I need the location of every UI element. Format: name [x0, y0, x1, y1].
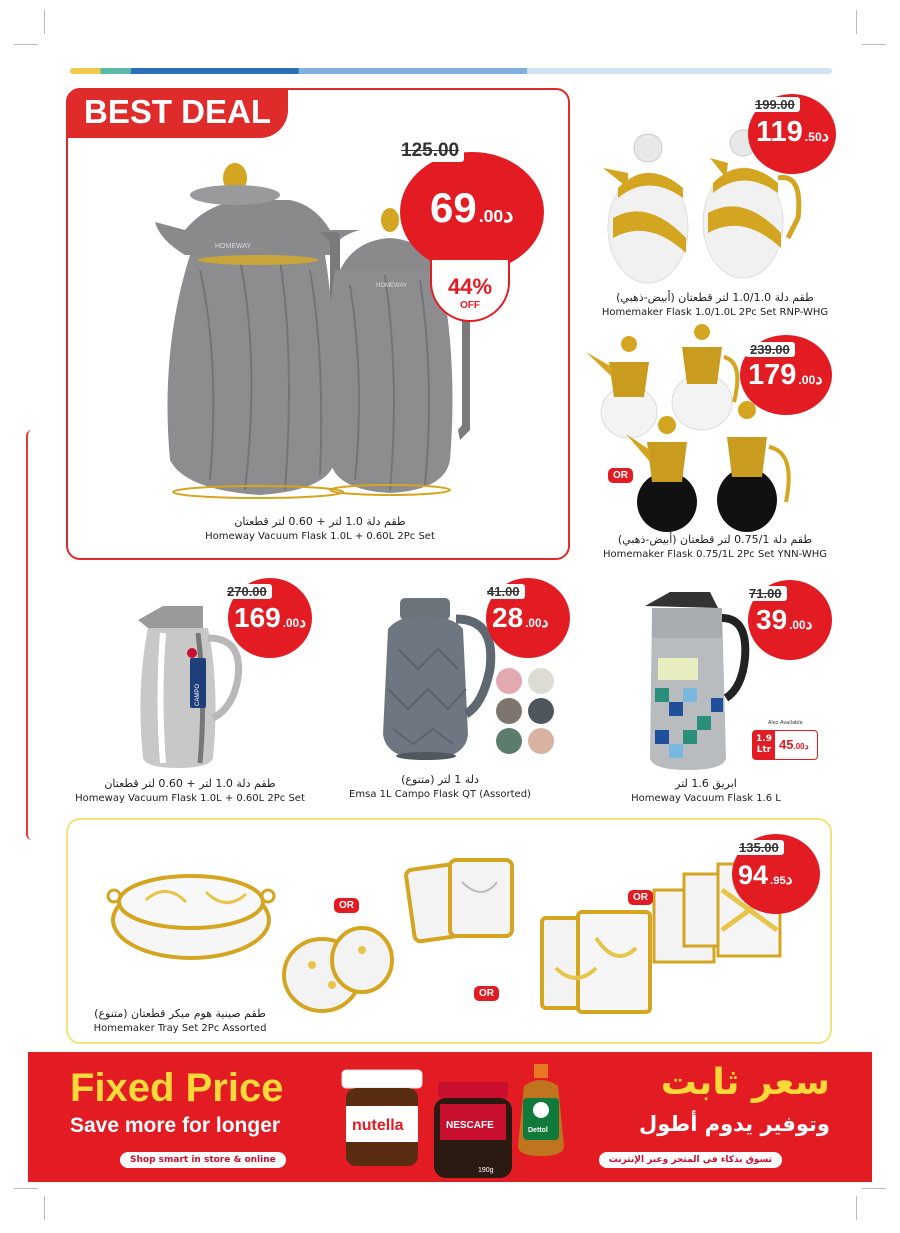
crop-mark [862, 1188, 886, 1189]
caption-p6 [606, 776, 806, 806]
price-integer: 39 [756, 604, 788, 635]
caption-arabic: طقم صينية هوم ميكر قطعتان (متنوع) [94, 1007, 266, 1020]
also-price-integer: 45 [779, 737, 794, 752]
caption-english: Homeway Vacuum Flask 1.0L + 0.60L 2Pc Set [75, 793, 305, 804]
nescafe-label: NESCAFE [446, 1120, 494, 1131]
old-price-p6: 71.00 [744, 586, 787, 601]
caption-arabic: ابريق 1.6 لتر [675, 777, 737, 790]
crop-mark [862, 44, 886, 45]
old-price-p7: 135.00 [734, 840, 784, 855]
crop-mark [856, 10, 857, 34]
caption-english: Homeway Vacuum Flask 1.6 L [631, 793, 781, 804]
price-decimal: .00 [282, 617, 300, 630]
price-integer: 69 [430, 184, 477, 231]
price-badge-p3: د179 .00 [740, 335, 832, 415]
caption-arabic: طقم دلة 1.0 لتر + 0.60 لتر قطعتان [234, 515, 406, 528]
rect-tray-set-image [402, 852, 520, 944]
fixed-price-banner [28, 1052, 872, 1182]
price-integer: 179 [748, 359, 797, 391]
shop-smart-pill[interactable]: Shop smart in store & online [120, 1152, 286, 1168]
old-price-p1: 125.00 [396, 140, 464, 162]
caption-arabic: طقم دلة 1.0/1.0 لتر قطعتان (أبيض-ذهبي) [616, 291, 814, 304]
caption-arabic: طقم دلة 0.75/1 لتر قطعتان (أبيض-ذهبي) [617, 533, 813, 546]
flask-brand-text: CAMPO [195, 683, 201, 706]
caption-english: Homemaker Flask 0.75/1L 2Pc Set YNN-WHG [603, 549, 827, 560]
fixed-price-title-arabic: سعر ثابت [660, 1062, 830, 1103]
old-price-p2: 199.00 [750, 97, 800, 112]
caption-p4 [70, 776, 310, 806]
price-badge-p2: د119 .50 [748, 94, 836, 174]
caption-p7 [80, 1006, 280, 1036]
price-badge-p7: د94 .95 [732, 834, 820, 914]
oval-tray-set-image [106, 872, 276, 962]
crop-mark [14, 44, 38, 45]
caption-arabic: دلة 1 لتر (متنوع) [401, 773, 479, 786]
caption-p2 [590, 290, 840, 320]
caption-p3 [590, 532, 840, 562]
patterned-flask-image [640, 588, 750, 773]
crop-mark [44, 1196, 45, 1220]
swatch-grey[interactable] [528, 698, 554, 724]
nescafe-weight: 190g [478, 1167, 494, 1174]
discount-percent: 44% [447, 274, 493, 299]
or-tag: OR [334, 898, 359, 913]
crop-mark [44, 10, 45, 34]
also-price-decimal: .00 [793, 742, 805, 751]
price-integer: 119 [756, 116, 803, 148]
price-integer: 28 [492, 602, 524, 633]
fixed-price-title: Fixed Price [70, 1066, 284, 1110]
nutella-label: nutella [352, 1117, 404, 1134]
best-deal-label: BEST DEAL [66, 88, 288, 138]
price-decimal: .50 [804, 130, 822, 144]
price-decimal: .95 [770, 875, 786, 887]
square-tray-set-image [536, 908, 656, 1020]
flask-brand-text: HOMEWAY [215, 243, 252, 250]
swatch-taupe[interactable] [496, 698, 522, 724]
shop-smart-pill-arabic[interactable]: تسوق بذكاء في المتجر وعبر الإنترنت [599, 1152, 782, 1168]
old-price-p5: 41.00 [482, 584, 525, 599]
caption-p5 [340, 772, 540, 802]
caption-english: Emsa 1L Campo Flask QT (Assorted) [349, 789, 531, 800]
decorative-side-line [26, 430, 32, 840]
caption-p1 [140, 514, 500, 544]
fixed-price-subtitle: Save more for longer [70, 1114, 281, 1137]
caption-english: Homeway Vacuum Flask 1.0L + 0.60L 2Pc Set [205, 531, 435, 542]
caption-english: Homemaker Flask 1.0/1.0L 2Pc Set RNP-WHG [601, 307, 829, 318]
price-decimal: .00 [789, 619, 806, 632]
discount-off: OFF [460, 300, 480, 311]
old-price-p3: 239.00 [745, 342, 795, 357]
fixed-price-subtitle-arabic: وتوفير يدوم أطول [639, 1112, 830, 1136]
or-tag: OR [628, 890, 653, 905]
swatch-blush[interactable] [528, 728, 554, 754]
grocery-products-image [338, 1064, 578, 1182]
also-size: 1.9 [756, 734, 772, 744]
crop-mark [14, 1188, 38, 1189]
also-available-box: 1.9 Ltr د45.00 [752, 730, 818, 760]
decorative-top-bar [70, 68, 832, 74]
dettol-label: Dettol [528, 1127, 548, 1134]
caption-english: Homemaker Tray Set 2Pc Assorted [93, 1023, 267, 1034]
swatch-green[interactable] [496, 728, 522, 754]
price-badge-p5: د28 .00 [486, 578, 570, 658]
caption-arabic: طقم دلة 1.0 لتر + 0.60 لتر قطعتان [104, 777, 276, 790]
price-badge-p1: د69 .00 [400, 152, 544, 272]
flask-brand-text: HOMEWAY [376, 283, 407, 289]
price-decimal: .00 [798, 373, 816, 387]
price-decimal: .00 [478, 206, 504, 226]
round-tray-set-image [282, 920, 394, 1015]
price-integer: 169 [234, 602, 281, 633]
or-tag: OR [608, 468, 633, 483]
price-badge-p6: د39 .00 [748, 580, 832, 660]
or-tag: OR [474, 986, 499, 1001]
also-unit: Ltr [756, 745, 772, 755]
crop-mark [856, 1196, 857, 1220]
also-available-label: Also Available [768, 720, 803, 726]
swatch-pink[interactable] [496, 668, 522, 694]
price-integer: 94 [738, 860, 769, 890]
price-badge-p4: د169 .00 [228, 578, 312, 658]
emsa-flask-image [378, 594, 498, 769]
price-decimal: .00 [525, 617, 542, 630]
swatch-cream[interactable] [528, 668, 554, 694]
old-price-p4: 270.00 [222, 584, 272, 599]
